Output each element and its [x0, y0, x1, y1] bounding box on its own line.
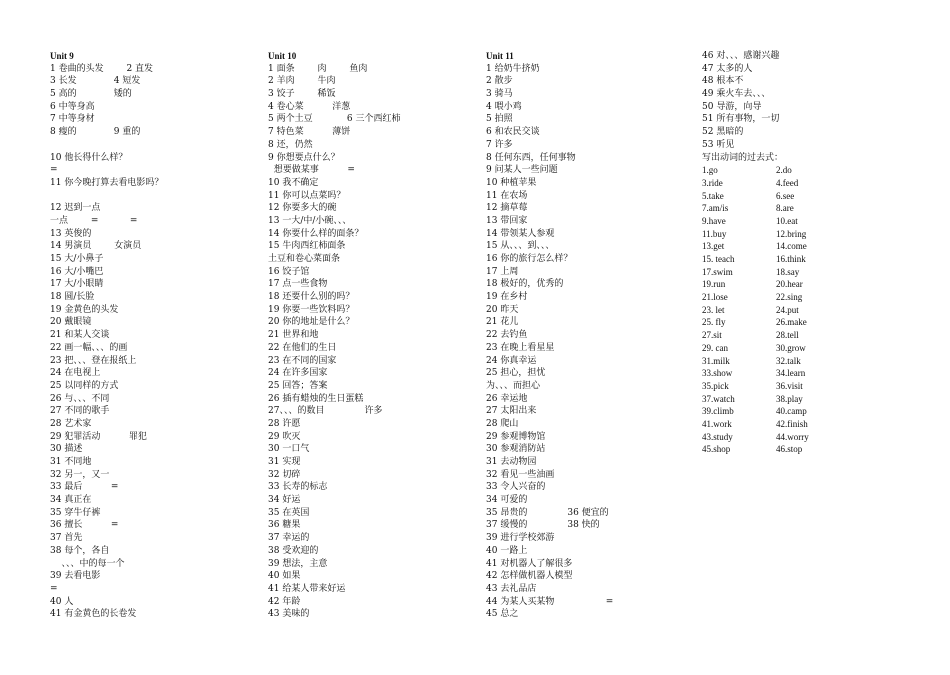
unit-title: Unit 11 — [486, 51, 514, 61]
list-item: 7 许多 — [486, 139, 513, 150]
verb-item: 4.feed — [776, 177, 799, 188]
verb-item: 22.sing — [776, 292, 803, 303]
verb-row — [702, 228, 912, 241]
list-item: 10 我不确定 — [268, 177, 319, 188]
list-item: = — [50, 583, 58, 594]
list-item: 12 摘草莓 — [486, 203, 528, 214]
verb-item: 14.come — [776, 241, 807, 252]
list-item: 26 幸运地 — [486, 393, 528, 404]
list-item: 36 糖果 — [268, 520, 301, 531]
list-item: 21 和某人交谈 — [50, 330, 110, 341]
list-item: 土豆和卷心菜面条 — [268, 254, 341, 264]
list-item: 50 导游，向导 — [702, 101, 762, 112]
list-item: 30 一口气 — [268, 444, 310, 455]
verb-item: 19.run — [702, 279, 726, 290]
verb-row — [702, 405, 912, 418]
list-item — [50, 139, 260, 152]
verb-item: 41.work — [702, 418, 732, 429]
verb-item: 24.put — [776, 304, 799, 315]
verb-row — [702, 418, 912, 431]
list-item: 51 所有事物，一切 — [702, 114, 780, 125]
verb-row — [702, 393, 912, 406]
list-item: 52 黑暗的 — [702, 127, 744, 138]
list-item: 15 从、、、到、、、 — [486, 241, 555, 252]
list-item: 30 参观消防站 — [486, 444, 546, 455]
list-item: 32 看见一些油画 — [486, 469, 555, 480]
list-item: 18 圆/长脸 — [50, 292, 95, 303]
list-item: 10 种植苹果 — [486, 177, 537, 188]
list-item: 26 插有蜡烛的生日蛋糕 — [268, 393, 364, 404]
list-item: 4 卷心菜 洋葱 — [268, 101, 351, 112]
list-item: 6 中等身高 — [50, 101, 95, 112]
list-item: 39 去看电影 — [50, 571, 101, 582]
list-item: 2 羊肉 牛肉 — [268, 76, 336, 87]
list-item: 34 可爱的 — [486, 495, 528, 506]
list-item: 5 高的 矮的 — [50, 89, 132, 100]
verb-item: 40.camp — [776, 406, 807, 417]
verb-item: 1.go — [702, 165, 718, 176]
list-item: 38 每个，各自 — [50, 545, 110, 556]
verb-item: 35.pick — [702, 380, 729, 391]
list-item: 53 听见 — [702, 139, 735, 150]
list-item: 35 穿牛仔裤 — [50, 507, 101, 518]
verb-row — [702, 278, 912, 291]
list-item: 29 吹灭 — [268, 431, 301, 442]
verb-item: 36.visit — [776, 380, 803, 391]
list-item: 31 去动物园 — [486, 457, 537, 467]
list-item: 31 不同地 — [50, 457, 92, 467]
list-item: 22 在他们的生日 — [268, 342, 337, 353]
list-item: 33 令人兴奋的 — [486, 482, 546, 493]
verb-item: 8.are — [776, 203, 794, 214]
verb-row — [702, 380, 912, 393]
list-item: 25 以同样的方式 — [50, 380, 119, 391]
list-item: 20 你的地址是什么？ — [268, 317, 355, 328]
list-item: 3 骑马 — [486, 89, 513, 100]
verb-row — [702, 266, 912, 279]
verb-item: 26.make — [776, 317, 807, 328]
list-item: 39 想法，主意 — [268, 558, 328, 569]
list-item: 17 上周 — [486, 266, 519, 277]
list-item: 24 在电视上 — [50, 368, 101, 379]
list-item: 42 怎样做机器人模型 — [486, 571, 573, 582]
list-item: 43 去礼品店 — [486, 583, 537, 594]
list-item: 14 你要什么样的面条？ — [268, 228, 364, 239]
list-item: 36 擅长 = — [50, 520, 119, 531]
list-item: 为、、、而担心 — [486, 380, 541, 391]
list-item: 34 好运 — [268, 495, 301, 506]
list-item: 37 幸运的 — [268, 533, 310, 544]
list-item: 3 长发 4 短发 — [50, 76, 141, 87]
list-item: 9 问某人一些问题 — [486, 165, 558, 176]
list-item: 13 英俊的 — [50, 228, 92, 239]
unit-11-column — [486, 50, 696, 621]
list-item: 24 在许多国家 — [268, 368, 328, 379]
verb-item: 27.sit — [702, 330, 722, 341]
verb-item: 12.bring — [776, 228, 807, 239]
list-item: 35 昂贵的 36 便宜的 — [486, 507, 609, 518]
list-item: 23 在晚上看星星 — [486, 342, 555, 353]
verb-item: 38.play — [776, 393, 803, 404]
continuation-column — [702, 50, 912, 456]
list-item: 19 在乡村 — [486, 292, 528, 303]
list-item: 20 戴眼镜 — [50, 317, 92, 328]
verb-item: 39.climb — [702, 406, 734, 417]
list-item: 15 大/小鼻子 — [50, 254, 104, 264]
continuation-list — [702, 50, 912, 164]
unit-title: Unit 9 — [50, 51, 74, 61]
verb-item: 5.take — [702, 190, 724, 201]
list-item: 38 受欢迎的 — [268, 545, 319, 556]
list-item: 21 世界和地 — [268, 330, 319, 341]
list-item — [50, 190, 260, 203]
list-item: 35 在英国 — [268, 507, 310, 518]
list-item: 14 男演员 女演员 — [50, 241, 142, 252]
verb-row — [702, 177, 912, 190]
verb-item: 3.ride — [702, 177, 723, 188]
list-item: 2 散步 — [486, 76, 513, 87]
list-item: 25 回答；答案 — [268, 380, 328, 391]
list-item: 30 描述 — [50, 444, 83, 455]
list-item: 28 爬山 — [486, 418, 519, 429]
verb-row — [702, 215, 912, 228]
list-item: 一点 = = — [50, 215, 138, 226]
verb-item: 34.learn — [776, 368, 806, 379]
list-item: 11 你可以点菜吗？ — [268, 190, 346, 201]
list-item: 40 人 — [50, 596, 74, 607]
list-item: 12 迟到一点 — [50, 203, 101, 214]
list-item: 46 对、、、感谢兴趣 — [702, 51, 780, 61]
list-item: 39 进行学校郊游 — [486, 533, 555, 544]
list-item: 8 任何东西，任何事物 — [486, 152, 576, 163]
verb-item: 23. let — [702, 304, 725, 315]
list-item: 40 如果 — [268, 571, 301, 582]
list-item: 48 根本不 — [702, 76, 744, 87]
list-item: 41 有金黄色的长卷发 — [50, 609, 137, 620]
list-item: 41 给某人带来好运 — [268, 583, 346, 594]
unit-11-list — [486, 63, 696, 621]
list-item: 、、、中的每一个 — [50, 558, 125, 569]
list-item: 37 缓慢的 38 快的 — [486, 520, 600, 531]
unit-9-list — [50, 63, 260, 621]
list-item: 1 面条 肉 鱼肉 — [268, 63, 368, 74]
list-item: 31 实现 — [268, 457, 301, 467]
verb-row — [702, 240, 912, 253]
verb-item: 11.buy — [702, 228, 727, 239]
list-item: 10 他长得什么样？ — [50, 152, 128, 163]
list-item: 33 长寿的标志 — [268, 482, 328, 493]
list-item: 21 花儿 — [486, 317, 519, 328]
unit-10-column — [268, 50, 478, 621]
list-item: 14 带领某人参观 — [486, 228, 555, 239]
verb-row — [702, 190, 912, 203]
list-item: 27 太阳出来 — [486, 406, 537, 417]
list-item: 23 把、、、登在报纸上 — [50, 355, 137, 366]
verb-item: 16.think — [776, 254, 806, 264]
list-item: 45 总之 — [486, 609, 519, 620]
list-item: 15 牛肉西红柿面条 — [268, 241, 346, 252]
list-item: 25 担心，担忧 — [486, 368, 546, 379]
list-item: 7 特色菜 薄饼 — [268, 127, 351, 138]
list-item: 16 饺子馆 — [268, 266, 310, 277]
verb-item: 28.tell — [776, 330, 799, 341]
verb-item: 31.milk — [702, 355, 730, 366]
list-item: 11 你今晚打算去看电影吗？ — [50, 177, 164, 188]
verb-row — [702, 291, 912, 304]
list-item: 44 为某人买某物 = — [486, 596, 614, 607]
list-item: 1 卷曲的头发 2 直发 — [50, 63, 154, 74]
list-item: 33 最后 = — [50, 482, 119, 493]
list-item: 16 大/小嘴巴 — [50, 266, 104, 277]
list-item: 18 极好的，优秀的 — [486, 279, 564, 290]
list-item: 写出动词的过去式： — [702, 152, 784, 163]
list-item: 17 大/小眼睛 — [50, 279, 104, 290]
list-item: 47 太多的人 — [702, 63, 753, 74]
verb-item: 46.stop — [776, 444, 803, 455]
list-item: 7 中等身材 — [50, 114, 95, 125]
verb-item: 20.hear — [776, 279, 803, 290]
verb-row — [702, 431, 912, 444]
list-item: 34 真正在 — [50, 495, 92, 506]
unit-9-column — [50, 50, 260, 621]
list-item: 28 艺术家 — [50, 418, 92, 429]
verb-item: 32.talk — [776, 355, 801, 366]
list-item: 19 你要一些饮料吗？ — [268, 304, 355, 315]
list-item: 8 还，仍然 — [268, 139, 313, 150]
list-item: 5 拍照 — [486, 114, 513, 125]
list-item: 3 饺子 稀饭 — [268, 89, 336, 100]
verb-item: 25. fly — [702, 317, 726, 328]
list-item: 37 首先 — [50, 533, 83, 544]
list-item: 16 你的旅行怎么样？ — [486, 254, 573, 264]
verb-item: 18.say — [776, 266, 800, 277]
list-item: 1 给奶牛挤奶 — [486, 63, 540, 74]
list-item: 22 画一幅、、、的画 — [50, 342, 128, 353]
unit-title: Unit 10 — [268, 51, 297, 61]
verb-item: 15. teach — [702, 254, 735, 264]
verb-row — [702, 329, 912, 342]
verb-item: 9.have — [702, 215, 726, 226]
verb-item: 6.see — [776, 190, 795, 201]
verb-row — [702, 443, 912, 456]
list-item: 4 喂小鸡 — [486, 101, 522, 112]
verb-row — [702, 355, 912, 368]
list-item: 想要做某事 = — [268, 165, 355, 176]
unit-10-list — [268, 63, 478, 621]
past-tense-verb-list — [702, 164, 912, 456]
verb-item: 45.shop — [702, 444, 731, 455]
verb-row — [702, 304, 912, 317]
list-item: 23 在不同的国家 — [268, 355, 337, 366]
list-item: 24 你真幸运 — [486, 355, 537, 366]
verb-item: 10.eat — [776, 215, 798, 226]
list-item: 29 犯罪活动 罪犯 — [50, 431, 147, 442]
verb-item: 2.do — [776, 165, 792, 176]
list-item: 13 带回家 — [486, 215, 528, 226]
verb-item: 29. can — [702, 342, 728, 353]
verb-row — [702, 253, 912, 266]
verb-item: 44.worry — [776, 431, 809, 442]
list-item: 43 美味的 — [268, 609, 310, 620]
verb-item: 17.swim — [702, 266, 733, 277]
list-item: 29 参观博物馆 — [486, 431, 546, 442]
verb-item: 13.get — [702, 241, 725, 252]
list-item: 19 金黄色的头发 — [50, 304, 119, 315]
list-item: 41 对机器人了解很多 — [486, 558, 573, 569]
list-item: 9 你想要点什么？ — [268, 152, 340, 163]
list-item: 32 切碎 — [268, 469, 301, 480]
list-item: 17 点一些食物 — [268, 279, 328, 290]
list-item: 12 你要多大的碗 — [268, 203, 337, 214]
verb-item: 33.show — [702, 368, 733, 379]
list-item: 5 两个土豆 6 三个西红柿 — [268, 114, 401, 125]
verb-row — [702, 316, 912, 329]
list-item: 13 一大/中/小碗、、、 — [268, 215, 352, 226]
verb-item: 43.study — [702, 431, 733, 442]
list-item: 28 许愿 — [268, 418, 301, 429]
list-item: 27 不同的歌手 — [50, 406, 110, 417]
verb-item: 21.lose — [702, 292, 728, 303]
list-item: 22 去钓鱼 — [486, 330, 528, 341]
list-item: = — [50, 165, 58, 176]
verb-row — [702, 164, 912, 177]
list-item: 8 瘦的 9 重的 — [50, 127, 141, 138]
list-item: 18 还要什么别的吗？ — [268, 292, 355, 303]
list-item: 11 在农场 — [486, 190, 528, 201]
list-item: 20 昨天 — [486, 304, 519, 315]
verb-row — [702, 342, 912, 355]
verb-row — [702, 202, 912, 215]
list-item: 42 年龄 — [268, 596, 301, 607]
verb-item: 30.grow — [776, 342, 806, 353]
verb-item: 37.watch — [702, 393, 735, 404]
list-item: 26 与、、、不同 — [50, 393, 110, 404]
list-item: 40 一路上 — [486, 545, 528, 556]
list-item: 49 乘火车去、、、 — [702, 89, 771, 100]
verb-item: 42.finish — [776, 418, 808, 429]
list-item: 6 和农民交谈 — [486, 127, 540, 138]
list-item: 32 另一，又一 — [50, 469, 110, 480]
verb-item: 7.am/is — [702, 203, 729, 214]
list-item: 27、、、的数目 许多 — [268, 406, 383, 417]
verb-row — [702, 367, 912, 380]
